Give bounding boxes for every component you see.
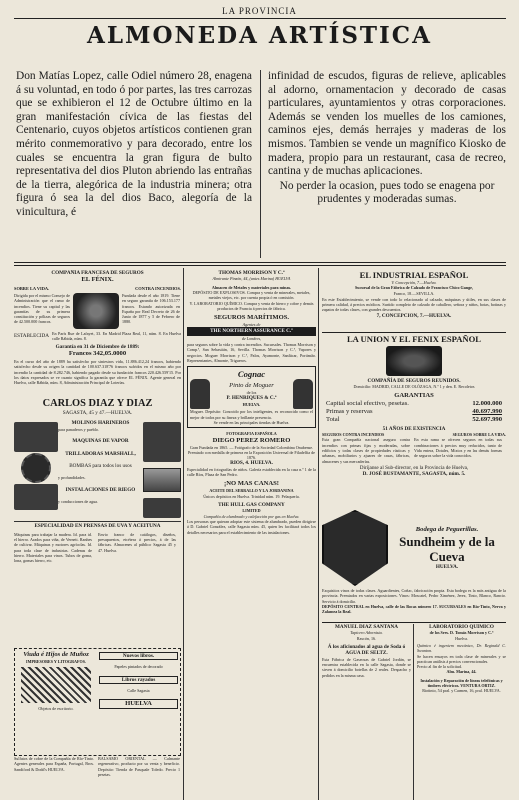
phenix-title: COMPAÑÍA FRANCESA DE SEGUROS xyxy=(51,270,144,276)
carlos-item: TRILLADORAS MARSHALL, xyxy=(65,450,136,457)
mill-illustration xyxy=(14,418,58,518)
thomas-block: Almacen de Metales y materiales para minas. xyxy=(211,284,292,290)
union-subtitle: COMPAÑÍA DE SEGUROS REUNIDOS. xyxy=(367,378,461,384)
laboratorio-ad xyxy=(417,624,506,800)
thomas-block: DEPÓSITO DE EXPLOSIVOS. Compra y venta de minerales, metales, metales viejos, etc. por cuenta propia ó en comisión. xyxy=(192,290,311,301)
bodega-body: Exquisitos vinos de todas clases. Aguardientes, Coñac, fabricación propia. Esta bodega es la más antigua de la provincia. Premiados en varias exposiciones. Vinos: Moscatel, Pedro Ximénez, Jerez, Tinto, Blanco, Rancio. Servicio á domicilio. xyxy=(322,588,506,604)
carlos-item: MAQUINAS DE VAPOR xyxy=(72,438,129,445)
industrial-title: EL INDUSTRIAL ESPAÑOL xyxy=(359,270,469,280)
fire-insurance-heading: SEGUROS CONTRA INCENDIOS xyxy=(322,432,385,438)
bodega-deposit: DEPÓSITO CENTRAL en Huelva, calle de las Bocas número 17. SUCURSALES en Río-Tinto, Nerva y Zalamea la Real. xyxy=(322,603,506,615)
manuel-name: MANUEL DIAZ SANTANA xyxy=(334,624,399,630)
carlos-item: MOLINOS HARINEROS xyxy=(71,420,130,427)
fire-insurance-text: Esta gran Compañía nacional asegura contra incendios con primas fijas y moderadas, sobre edificios y todas clases de propiedades rústicas y urbanas, mobiliarios y ajuares de casas, fábricas, almacenes y sus mercaderías. xyxy=(322,437,410,464)
column-rule-2 xyxy=(318,268,319,800)
cognac-ad xyxy=(187,366,316,428)
union-contact: Diríjanse al Sub-director, en la Provincia de Huelva, xyxy=(359,464,469,471)
northern-body: para seguros sobre la vida y contra incendios. Sucursales. Thomas Morrison y Comp.ª, San Sebastián, 16, Sevilla. Thomas Morrison y C.ª, Vapores y negocios. Moguer Morrison y C.ª, Palos, Ayamonte, Sanlúcar, Portimão. Representantes, Almonte, Trigueros. xyxy=(187,342,316,364)
lab-city: Huelva. xyxy=(455,635,468,641)
manuel-trade: Tapicero Adornista. xyxy=(350,630,383,636)
union-contact-2: D. JOSÉ BUSTAMANTE, SAGASTA, núm. 5. xyxy=(362,471,466,478)
lab-chemist: Químico é ingeniero mecánico, Dr. Reginald C. Swanton. xyxy=(417,643,506,654)
viuda-line: IMPRESORES Y LITOGRAFOS. xyxy=(25,659,86,664)
hull-gas-title: THE HULL GAS COMPANY xyxy=(218,502,285,509)
bodega-city: HUELVA. xyxy=(435,563,459,570)
thomas-address: Almirante Pinzón, 44, (antes Marina) HUELVA xyxy=(212,276,291,282)
industrial-espanol-ad xyxy=(322,270,506,330)
soda-body: Esta Fábrica de Gaseosas de Gabriel Jordán, se encuentra establecida en la calle Sagasta, donde se sirven á domicilio botellas de 2 reales. Despacho y pedidos en la misma casa. xyxy=(322,656,411,678)
section-rule-top-2 xyxy=(14,265,506,266)
carlos-item: BOMBAS para todos los usos xyxy=(69,462,132,469)
carlos-specialty: ESPECIALIDAD EN PRENSAS DE UVA Y ACEITUNA xyxy=(14,521,181,529)
telephone-address: Riotinto, 54 pral. y Carmen, 16, pral. HUELVA. xyxy=(422,688,501,694)
photo-body-2: Especialidad en fotografías de niños. Galería establecida en la casa n.º 1 de la calle Ríos, Plaza de San Pedro. xyxy=(187,466,316,478)
carlos-diaz-ad xyxy=(14,398,181,648)
carlos-item: INSTALACIONES DE RIEGO xyxy=(65,486,136,493)
carlos-item: y conducciones de agua. xyxy=(58,499,99,505)
lab-body: Se hacen ensayos en toda clase de minerales y se practican análisis á precios convencionales. xyxy=(417,653,506,664)
balsamo-ad xyxy=(98,756,180,796)
phenix-francs: Francos 342,05.0000 xyxy=(68,350,127,357)
carlos-right-list: Envio franco de catálogos, diseños, presupuestos, etcétera á precios, á de las fábricas. Almacenes al público Sagasta 45 y 47. Huelva. xyxy=(98,531,176,553)
serrallo-depot: Únicos depósitos en Huelva. Trinidad núm. 19. Pelaquería. xyxy=(203,493,300,499)
thresher-icon xyxy=(143,468,181,492)
soda-heading: Á los aficionados al agua de Soda ó AGUA DE SELTZ. xyxy=(327,644,406,657)
phenix-subtitle: EL FÉNIX. xyxy=(81,276,114,284)
premiums-label: Primas y reservas xyxy=(326,407,373,415)
carlos-items xyxy=(58,418,143,518)
viuda-munoz-ad xyxy=(14,648,181,756)
lead-right-text: infinidad de escudos, figuras de relieve, aplicables al adorno, ornamentacion y decorado de casas particulares, ayuntamientos y otras corporaciones. Además se venden los muelles de los camiones, caminos ejes, demás herrajes y maderas de los mismos. Tambien se vende un magnífico Kiosko de madera, propio para un restaurant, casa de recreo, cantina y de muchas aplicaciones. xyxy=(268,70,506,178)
cognac-maker: P. HENRIQUES & C.ª xyxy=(226,395,277,402)
industrial-sub3: Franco, 18.—SEVILLA. xyxy=(393,290,435,296)
phenix-life-heading: SOBRE LA VIDA. xyxy=(14,286,50,292)
hull-gas-limited: LIMITED xyxy=(242,508,261,514)
lab-title: LABORATORIO QUÍMICO xyxy=(429,624,494,630)
industrial-sub: V. Concepción, 7.—Huelva. xyxy=(391,280,437,285)
masthead-rule xyxy=(14,18,506,19)
union-title: LA UNION Y EL FENIX ESPAÑOL xyxy=(346,334,482,344)
headline: ALMONEDA ARTÍSTICA xyxy=(87,22,432,49)
phenix-fire-text: Fundada desde el año 1819. Tiene en seguro garantía de 106.153.177 francos. Estando autorizada en España por Real Decreto de 26 de Junio de 1877 y 5 de Febrero de 1880. xyxy=(122,293,180,325)
thomas-heading: THOMAS MORRISON Y C.ª xyxy=(218,270,285,276)
phoenix-shield-icon xyxy=(386,346,442,376)
mill-machine-icon xyxy=(14,422,58,452)
masthead: LA PROVINCIA xyxy=(222,6,297,16)
phenix-addresses: En París Rue de Lafayet, 33. En Madrid Plaza Real, 11, núm. 8. En Huelva calle Rábida, núm. 8. xyxy=(52,331,181,342)
marine-agents: Agentes de xyxy=(242,322,261,328)
engine-illustration xyxy=(143,418,181,518)
industrial-body: En este Establecimiento, se vende con todo lo relacionado al calzado, máquinas y útiles, en sus clases de primera calidad, á precios módicos. Surtido completo de calzado de caballero, señora y niños, botas, botinas y zapatos de todas clases, con grandes descuentos. xyxy=(322,296,506,313)
union-address: Domicilio: MADRID, CALLE DE OLÓZAGA, N.º 1 y den. E. Recoletos xyxy=(353,384,475,390)
carlos-left-list: Máquinas para trabajar la madera. Id. para id. el hierro. Arados para viña, de Vernett. Ranhes de cultivar. Máquinas y motores agrícolas. Id. para toda clase de industrias. Cadenas de hierro. Materiales para vinos. Tubos de goma, lona, gomas hierro, etc. xyxy=(14,531,92,564)
northern-city: de Londres, xyxy=(241,335,262,341)
premiums-value: 40.697.990 xyxy=(472,407,502,415)
pump-machine-icon xyxy=(14,484,58,510)
life-insurance-heading: SEGUROS SOBRE LA VIDA. xyxy=(452,432,506,438)
bottle-icon xyxy=(190,379,210,409)
lab-owner: de los Sres. D. Tomás Morrison y C.ª xyxy=(429,630,494,636)
industrial-sub2: Sucursal de la Gran Fábrica de Calzado de Francisco Chico Gange, xyxy=(355,285,473,291)
cognac-subtitle: Pinto de Moguer xyxy=(229,381,274,389)
lead-left-column: Don Matías Lopez, calle Odiel número 28, enagena á su voluntad, en todo ó por partes, las tres carrozas que se exhibieron el 12 de Octubre último en la gran manifestación cívica de las fiestas del Centenario, cuyos objetos artísticos contienen gran mérito conmemorativo y para decorado, entre los cuales se encuentra la gran figura de bulto representativa del dios Pluton abriendo las entrañas de la tierra, alegórica de la industria minera; otra figura ó sea la del dios Baco, alegoría de la vinicultura, é xyxy=(16,70,252,218)
capital-value: 12.000.000 xyxy=(472,399,502,407)
marine-insurance-title: SEGUROS MARÍTIMOS. xyxy=(213,314,290,322)
union-premiums-row xyxy=(322,408,506,416)
press-icon xyxy=(143,498,181,518)
union-guarantees: GARANTIAS xyxy=(394,391,434,399)
viuda-line: Nuevos libros. xyxy=(99,652,178,660)
carlos-subtitle: SAGASTA, 45 y 47.—HUELVA. xyxy=(62,410,133,416)
lab-address: Alm. Marina, 44. xyxy=(446,669,477,675)
total-value: 52.697.990 xyxy=(472,415,502,423)
viuda-line: Papeles pintados de decorado xyxy=(114,664,163,670)
bodega-crest-icon xyxy=(322,510,388,586)
cognac-title: Cognac xyxy=(237,369,266,380)
bodega-ad xyxy=(322,508,506,620)
union-total-row xyxy=(322,416,506,424)
carlos-item: para panaderos y pueblo. xyxy=(58,426,99,432)
photo-body: Gran Fundada en 1865. — Fotógrafo de la Sociedad Colombina Onubense. Premiado con medalla de primera en la Exposición Universal de Filadelfia de 1876. xyxy=(188,444,315,461)
phoenix-emblem-icon xyxy=(73,293,119,329)
union-rule xyxy=(322,332,506,333)
viuda-line: HUELVA xyxy=(99,699,178,709)
photo-heading: FOTOGRAFIA ESPAÑOLA xyxy=(226,431,277,437)
lead-ending: No perder la ocasion, pues todo se enagena por prudentes y moderadas sumas. xyxy=(279,179,495,206)
bodega-name: Sundheim y de la Cueva xyxy=(399,533,495,564)
press-engraving-icon xyxy=(21,667,91,703)
photo-address: RIOS, 4. HUELVA. xyxy=(230,460,273,467)
viuda-line: Objetos de escritorio. xyxy=(38,706,74,712)
cogwheel-icon xyxy=(21,453,51,483)
manuel-address: Rascón, 16. xyxy=(356,635,377,641)
lead-divider xyxy=(260,70,261,258)
phenix-life-text: Dirigida por el mismo Consejo de Administración que el ramo de incendios. Tiene su capital y las garantías de su primera constitución y pólizas de seguros de 42.500.000 francos. xyxy=(14,293,70,325)
viuda-line: Libros rayados xyxy=(99,676,178,684)
no-more-grey-hair-title: ¡NO MAS CANAS! xyxy=(224,480,279,488)
sulfatos-ad xyxy=(14,756,94,796)
carlos-title: CARLOS DIAZ Y DIAZ xyxy=(42,398,153,409)
cognac-of: de los xyxy=(246,389,257,395)
union-years: 51 AÑOS DE EXISTENCIA xyxy=(382,425,446,432)
life-insurance-text: En esta rama se ofrecen seguros en todas sus combinaciones á precios muy reducidos, tanto de Vida entera, Dotales, Mixtos y en las demás formas de seguros sobre la vida conocidos. xyxy=(414,437,502,459)
union-capital-row xyxy=(322,400,506,408)
phenix-fire-heading: CONTRA INCENDIOS. xyxy=(135,286,181,292)
phenix-ad xyxy=(14,270,181,400)
lead-right-column xyxy=(268,70,506,207)
cognac-text: Moguer. Depósito: Conocido por los inteligentes, es reconocido como el mejor de todos por su fineza y brillante presencia. xyxy=(190,409,313,420)
phenix-body: En el curso del año de 1889 ha satisfecho por siniestros vida, 11.886.412,24 francos, habiendo satisfecho desde su origen la cantidad de 100.637.318'76 francos sufridos en el mismo año por incendio la cantidad de 8.282.746, habiendo pagado desde su fundación francos 220.426.559'15. Por los datos expresados se ve cuanto significa la garantía que ofrece EL FÉNIX. Agente general en Huelva, calle Rábida, núm. 8, Administración Principal de Loterías. xyxy=(14,359,181,386)
industrial-address: 7, CONCEPCION, 7.—HUELVA. xyxy=(376,312,452,319)
bodega-title: Bodega de Peguerillas. xyxy=(415,525,479,533)
total-label: Total xyxy=(326,415,340,423)
thomas-morrison-ad xyxy=(187,270,316,800)
hull-gas-subtitle: Compañía de alumbrado y calefacción por gas en Huelva. xyxy=(203,513,300,519)
column-rule-3 xyxy=(413,624,414,800)
northern-assurance: THE NORTHERN ASSURANCE C.º xyxy=(187,327,316,335)
manuel-diaz-ad xyxy=(322,624,411,800)
hull-gas-body: Los personas que quieran adoptar este sistema de alumbrado, pueden dirigirse á D. Gabriel González, calle Sagasta núm. 45, quien les facilitará todos los detalles necesarios para el establecimiento de las instalaciones. xyxy=(187,519,316,535)
carlos-item: y profundidades. xyxy=(58,475,86,481)
balsamo-text: BALSAMO ORIENTAL — Calmante regenerativo, producto por su venta y beneficio. Depósito: Tienda de Pasquale Toledo. Precio 1 pesetas. xyxy=(98,756,180,777)
telephone-heading: Instalación y Reparación de líneas telefónicas y timbres eléctricos. VENTURA ORTIZ. xyxy=(420,677,503,689)
viuda-line: Calle Sagasta xyxy=(127,688,150,694)
cognac-city: HUELVA. xyxy=(242,401,261,407)
column-rule-1 xyxy=(183,268,184,800)
phenix-guarantee: Garantía en 31 de Diciembre de 1889: xyxy=(55,343,140,350)
thomas-block: Y. LABORATORIO QUÍMICO. Compra y venta de hierro y cobre y demás productos de Francia á precios de fábrica. xyxy=(189,300,314,311)
bottle-icon xyxy=(293,379,313,409)
sulfatos-text: Sulfatos de cobre de la Compañía de Río-Tinto. Agentes generales para España, Portugal, Bros. Sandiford & Dodd's HUELVA. xyxy=(14,756,94,772)
lab-body-2: Precio al fin de la solicitud. xyxy=(417,664,463,670)
serrallo-oil: ACEITE DEL SERRALLO Y LA JORDANINA xyxy=(209,488,294,494)
cognac-retail: Se vende en las principales tiendas de Huelva. xyxy=(213,419,290,425)
phenix-established-label: ESTABLECIDA xyxy=(14,333,50,340)
viuda-title: Viuda é Hijos de Muñoz xyxy=(23,651,89,658)
union-fenix-ad xyxy=(322,334,506,506)
photographer-name: DIEGO PEREZ ROMERO xyxy=(212,436,291,444)
steam-engine-icon xyxy=(143,422,181,462)
section-rule-top xyxy=(14,262,506,263)
bodega-rule xyxy=(322,622,506,623)
capital-label: Capital social efectivo, pesetas. xyxy=(326,399,409,407)
